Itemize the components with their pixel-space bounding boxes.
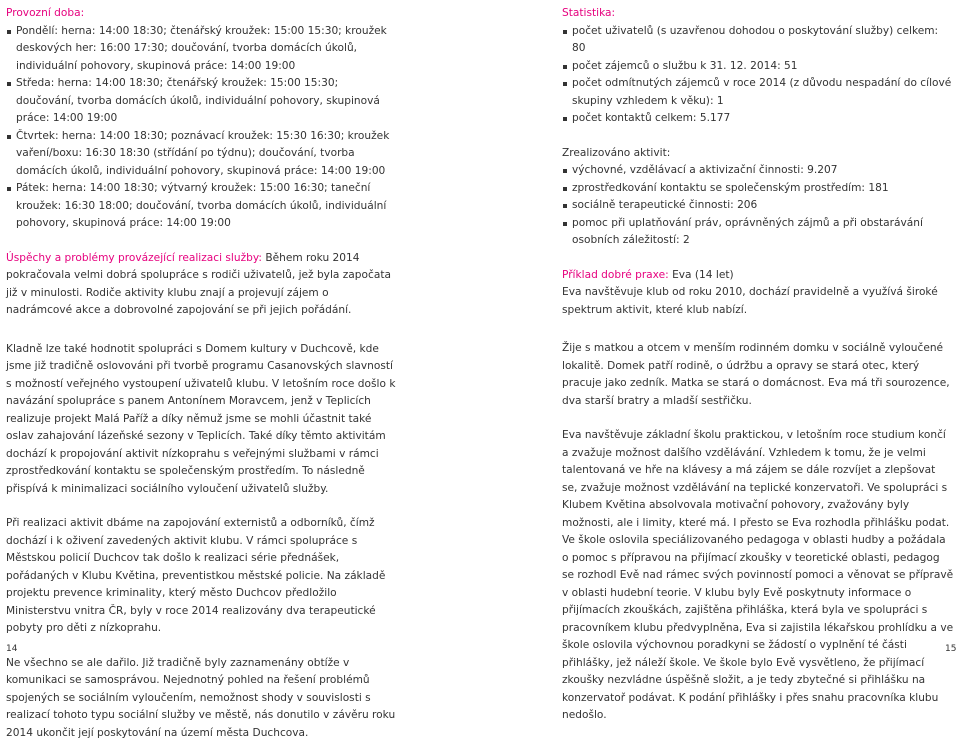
uspechy-label: Úspěchy a problémy provázející realizaci služby: [6,252,262,264]
body-paragraph: Ne všechno se ale dařilo. Již tradičně byly zaznamenány obtíže v komunikaci se samosprávou. Nejednotný pohled na řešení problémů spojených se sociálním vyloučením, nemožnost shody v souvislosti s realizací tohoto typu sociální služby ve městě, nás donutilo v závěru roku 2014 ukončit její poskytování na území města Duchcova. [6,655,397,742]
body-paragraph: Při realizaci aktivit dbáme na zapojování externistů a odborníků, čímž dochází i k oživení zavedených aktivit klubu. V rámci spolupráce s Městskou policií Duchcov tak došlo k realizaci série přednášek, pořádaných v Klubu Květina, preventistkou městské policie. Na základě projektu prevence kriminality, který město Duchcov předložilo Ministerstvu vnitra ČR, byly v roce 2014 realizovány dva terapeutické pobyty pro děti z nízkoprahu. [6,515,397,638]
list-item: Středa: herna: 14:00 18:30; čtenářský kroužek: 15:00 15:30; doučování, tvorba domácích úkolů, individuální pohovory, skupinová práce: 14:00 19:00 [6,75,397,128]
priklad-name: Eva (14 let) [669,269,734,281]
priklad-intro: Eva navštěvuje klub od roku 2010, dochází pravidelně a využívá široké spektrum aktivit, které klub nabízí. [562,284,954,319]
list-item: zprostředkování kontaktu se společenským prostředím: 181 [562,180,954,198]
zrealizovano-list [562,162,954,250]
right-column [562,5,954,725]
list-item: Pátek: herna: 14:00 18:30; výtvarný kroužek: 15:00 16:30; taneční kroužek: 16:30 18:00; doučování, tvorba domácích úkolů, individuální pohovory, skupinová práce: 14:00 19:00 [6,180,397,233]
page-number-right: 15 [945,644,956,654]
list-item: Čtvrtek: herna: 14:00 18:30; poznávací kroužek: 15:30 16:30; kroužek vaření/boxu: 16:30 18:30 (střídání po týdnu); doučování, tvorba domácích úkolů, individuální pohovory, skupinová práce: 14:00 19:00 [6,128,397,181]
statistika-heading: Statistika: [562,5,954,23]
statistika-list [562,23,954,128]
priklad-heading [562,267,954,285]
uspechy-text: Během roku 2014 pokračovala velmi dobrá spolupráce s rodiči uživatelů, jež byla započata již v minulosti. Rodiče aktivity klubu znají a projevují zájem o nadrámcové akce a dobrovolné zapojování se při jejich pořádání. [6,252,391,317]
list-item: pomoc při uplatňování práv, oprávněných zájmů a při obstarávání osobních záležitostí: 2 [562,215,954,250]
priklad-label: Příklad dobré praxe: [562,269,669,281]
body-paragraph: Kladně lze také hodnotit spolupráci s Domem kultury v Duchcově, kde jsme již tradičně oslovováni při tvorbě programu Casanovských slavností s možností veřejného vystoupení uživatelů klubu. V letošním roce došlo k navázání spolupráce s panem Antonínem Moravcem, jenž v Teplicích realizuje projekt Malá Paříž a díky němuž jsme se mohli účastnit také oslav zahajování lázeňské sezony v Teplicích. Také díky těmto aktivitám dochází k propojování aktivit nízkoprahu s veřejnými službami v rámci zprostředkování kontaktu se společenským prostředím. To následně přispívá k minimalizaci sociálního vyloučení uživatelů služby. [6,341,397,499]
uspechy-paragraph [6,250,397,320]
list-item: počet odmítnutých zájemců v roce 2014 (z důvodu nespadání do cílové skupiny vzhledem k věku): 1 [562,75,954,110]
list-item: počet uživatelů (s uzavřenou dohodou o poskytování služby) celkem: 80 [562,23,954,58]
body-paragraph: Eva navštěvuje základní školu praktickou, v letošním roce studium končí a zvažuje možnost dalšího vzdělávání. Vzhledem k tomu, že je velmi talentovaná ve hře na klávesy a má zájem se dále rozvíjet a zlepšovat se, zvažuje možnost vzdělávání na teplické konzervatoři. Ve spolupráci s Klubem Květina absolvovala motivační pohovory, zvažovány byly možnosti, ale i limity, které má. I přesto se Eva rozhodla přihlášku podat. Ve škole oslovila speciálizovaného pedagoga v oblasti hudby a požádala o pomoc s přípravou na přijímací zkoušky v teoretické oblasti, pedagog se rozhodl Evě nad rámec svých povinností pomoci a věnovat se přípravě v oblasti hudební teorie. V klubu byly Evě poskytnuty informace o přijímacích zkouškách, zajištěna přihláška, která byla ve spolupráci s pracovníkem klubu předvyplněna, Eva si zajistila lékařskou prohlídku a ve škole oslovila výchovnou poradkyni se žádostí o vyplnění té části přihlášky, jež náleží škole. Ve škole bylo Evě vysvětleno, že přijímací zkoušky nezvládne úspěšně složit, a je tedy zbytečné si přihlášku na konzervatoř podávat. K podání přihlášky i přes snahu pracovníka klubu nedošlo. [562,427,954,725]
zrealizovano-heading: Zrealizováno aktivit: [562,145,954,163]
list-item: Pondělí: herna: 14:00 18:30; čtenářský kroužek: 15:00 15:30; kroužek deskových her: 16:00 17:30; doučování, tvorba domácích úkolů, individuální pohovory, skupinová práce: 14:00 19:00 [6,23,397,76]
provozni-doba-heading: Provozní doba: [6,5,397,23]
body-paragraph: Žije s matkou a otcem v menším rodinném domku v sociálně vyloučené lokalitě. Domek patří rodině, o údržbu a opravy se stará otec, který pracuje jako zedník. Matka se stará o domácnost. Eva má tři sourozence, dva starší bratry a mladší sestřičku. [562,340,954,410]
list-item: výchovné, vzdělávací a aktivizační činnosti: 9.207 [562,162,954,180]
page-number-left: 14 [6,644,17,654]
list-item: počet kontaktů celkem: 5.177 [562,110,954,128]
left-column [6,5,397,742]
provozni-doba-list [6,23,397,233]
list-item: počet zájemců o službu k 31. 12. 2014: 51 [562,58,954,76]
list-item: sociálně terapeutické činnosti: 206 [562,197,954,215]
